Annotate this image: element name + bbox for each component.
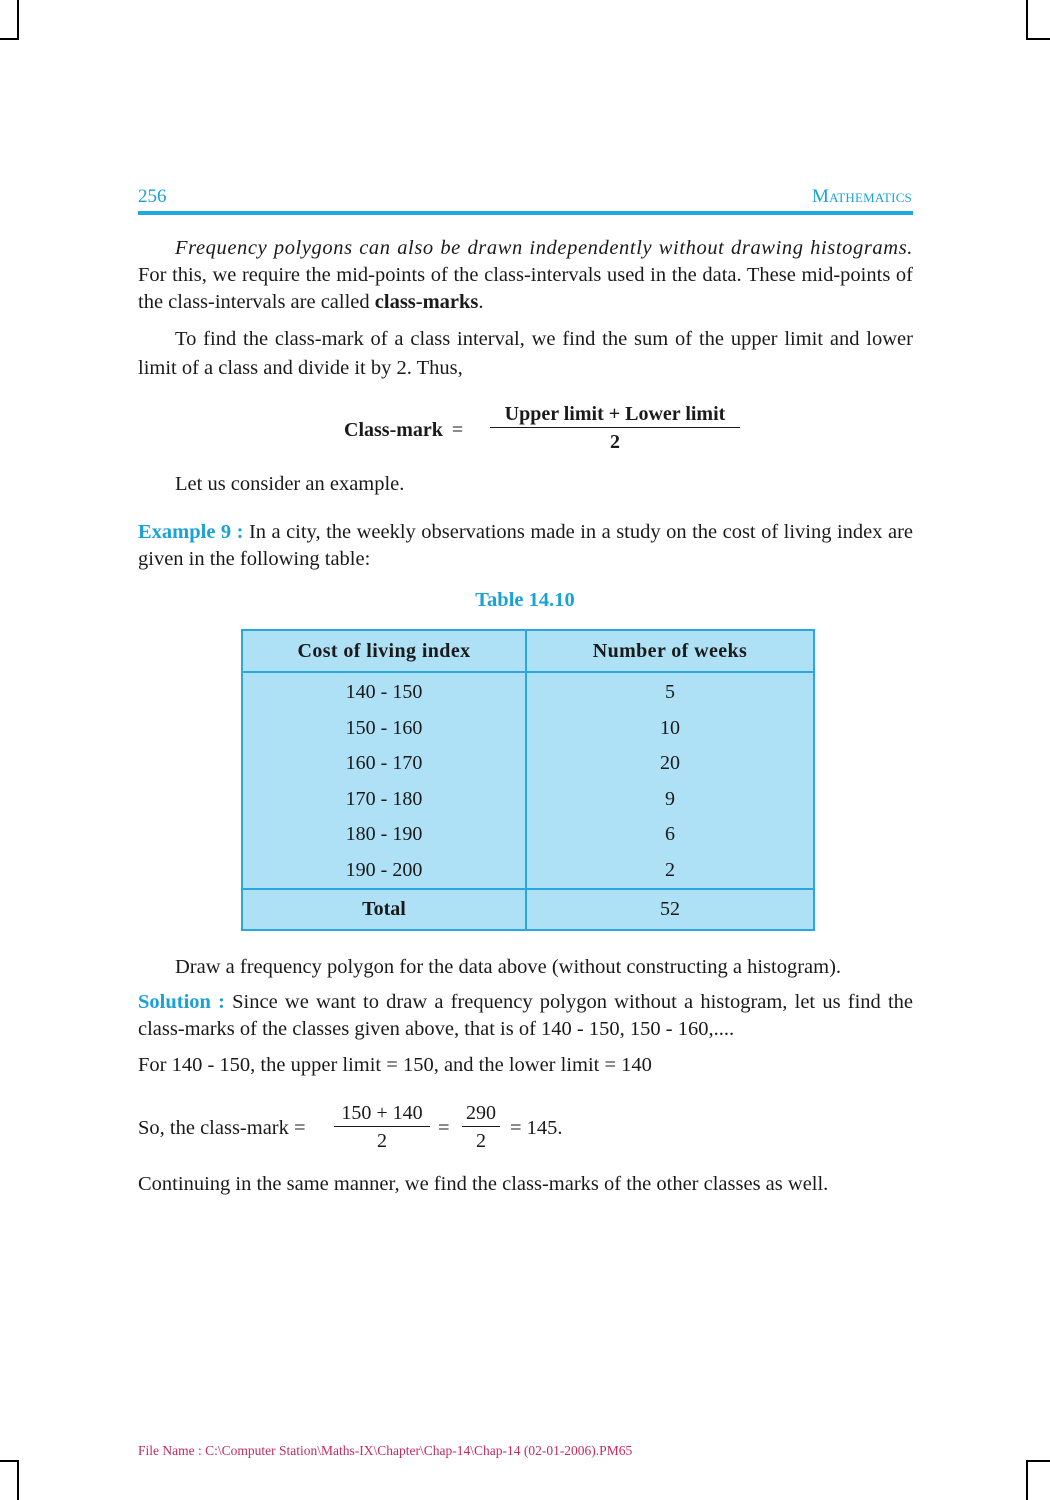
continuing-text: Continuing in the same manner, we find the class-marks of the other classes as well.	[138, 1173, 829, 1195]
weeks-column	[526, 672, 814, 889]
task-text: Draw a frequency polygon for the data above (without constructing a histogram).	[175, 956, 842, 978]
header-rule	[138, 211, 913, 215]
formula-lhs	[344, 419, 463, 442]
table-cell-weeks: 6	[665, 823, 675, 845]
calc-fraction-2	[462, 1101, 500, 1155]
crop-mark-top-left-v	[17, 0, 19, 40]
intro-end: .	[478, 291, 484, 313]
limits-line: For 140 - 150, the upper limit = 150, and the lower limit = 140	[138, 1054, 652, 1076]
total-value: 52	[526, 889, 814, 930]
consider-text: Let us consider an example.	[175, 473, 405, 495]
book-title: Mathematics	[812, 186, 912, 207]
example-paragraph	[138, 519, 913, 573]
class-interval-column	[242, 672, 526, 889]
crop-mark-bottom-right-v	[1026, 1460, 1028, 1500]
table-cell-interval: 140 - 150	[345, 681, 423, 703]
crop-mark-top-right-h	[1026, 38, 1050, 40]
formula-equals: =	[451, 419, 464, 441]
table-cell-weeks: 10	[660, 716, 680, 739]
intro-text: For this, we require the mid-points of the class-intervals used in the data. These mid-points of the class-intervals are called	[138, 264, 913, 313]
cost-of-living-table	[241, 629, 815, 931]
calc-equals: =	[438, 1117, 450, 1139]
table-cell-interval: 180 - 190	[345, 823, 423, 845]
solution-text: Since we want to draw a frequency polygon without a histogram, let us find the class-marks of the classes given above, that is of 140 - 150, 150 - 160,....	[138, 991, 914, 1040]
table-cell-interval: 170 - 180	[345, 787, 423, 810]
calc-numerator-1: 150 + 140	[341, 1102, 423, 1124]
table-cell-weeks: 5	[665, 681, 675, 703]
formula-lhs-text: Class-mark	[344, 419, 443, 441]
table-cell-weeks: 20	[660, 752, 680, 774]
page-number: 256	[138, 186, 167, 207]
total-label: Total	[242, 889, 526, 930]
calc-numerator-2: 290	[466, 1102, 496, 1124]
crop-mark-bottom-left-h	[0, 1460, 19, 1462]
table-cell-weeks: 9	[665, 787, 675, 810]
class-mark-explanation: To find the class-mark of a class interval, we find the sum of the upper limit and lower limit of a class and divide it by 2. Thus,	[138, 328, 913, 379]
table-cell-interval: 160 - 170	[345, 752, 423, 774]
crop-mark-bottom-right-h	[1026, 1460, 1050, 1462]
example-label: Example 9 :	[138, 521, 244, 543]
calc-lhs: So, the class-mark =	[138, 1117, 306, 1139]
crop-mark-bottom-left-v	[17, 1460, 19, 1500]
crop-mark-top-left-h	[0, 38, 19, 40]
solution-label: Solution :	[138, 991, 225, 1013]
table-caption: Table 14.10	[475, 589, 575, 611]
table-total-row	[242, 889, 814, 930]
crop-mark-top-right-v	[1026, 0, 1028, 40]
table-body-row	[242, 672, 814, 889]
formula-denominator: 2	[610, 431, 620, 453]
table-cell-weeks: 2	[665, 858, 675, 881]
header-number-of-weeks: Number of weeks	[526, 630, 814, 672]
calc-denominator-2: 2	[476, 1130, 486, 1152]
formula-fraction	[490, 401, 740, 456]
class-marks-term: class-marks	[374, 291, 479, 313]
table-cell-interval: 150 - 160	[345, 716, 423, 739]
table-cell-interval: 190 - 200	[345, 858, 423, 881]
solution-paragraph	[138, 989, 913, 1043]
calc-fraction-1	[334, 1101, 430, 1155]
intro-paragraph	[138, 235, 913, 316]
formula-numerator: Upper limit + Lower limit	[504, 403, 726, 425]
intro-italic-text: Frequency polygons can also be drawn independently without drawing histograms.	[175, 237, 913, 259]
example-text: In a city, the weekly observations made in a study on the cost of living index are given in the following table:	[138, 521, 913, 570]
table-header-row	[242, 630, 814, 672]
calc-result: = 145.	[510, 1117, 563, 1139]
calc-denominator-1: 2	[377, 1130, 387, 1152]
file-name-footer: File Name : C:\Computer Station\Maths-IX\Chapter\Chap-14\Chap-14 (02-01-2006).PM65	[138, 1443, 633, 1458]
header-cost-of-living: Cost of living index	[242, 630, 526, 672]
